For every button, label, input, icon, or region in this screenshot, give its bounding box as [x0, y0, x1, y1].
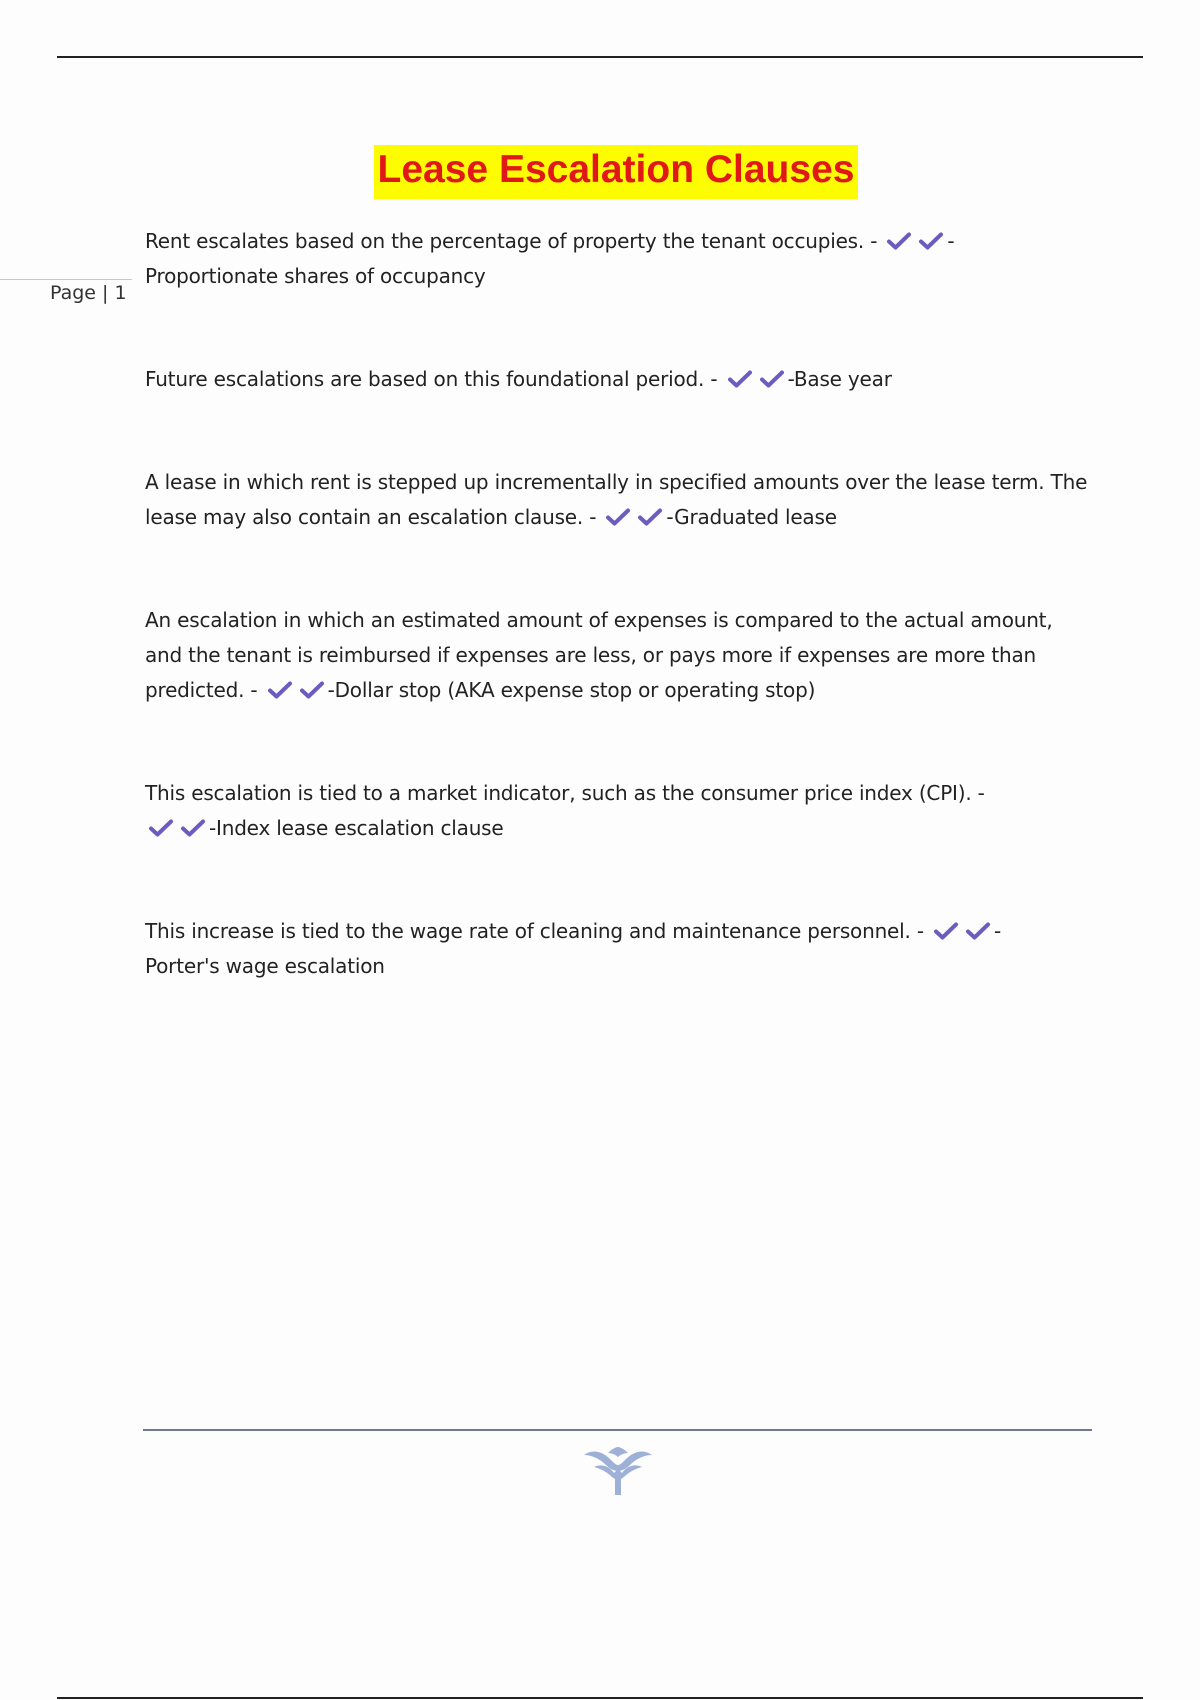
entry-answer: -Base year — [787, 367, 892, 391]
check-icon — [299, 681, 325, 699]
entry-answer: -Dollar stop (AKA expense stop or operating stop) — [327, 678, 816, 702]
entry-question: An escalation in which an estimated amount of expenses is compared to the actual amount, and the tenant is reimbursed if expenses are less, or pays more if expenses are more than predicted. - — [145, 608, 1053, 702]
check-icon — [918, 232, 944, 250]
check-icon — [267, 681, 293, 699]
flashcard-entry — [145, 603, 1095, 708]
entry-answer: -Index lease escalation clause — [209, 816, 504, 840]
flashcard-entry — [145, 224, 1095, 294]
check-icon — [886, 232, 912, 250]
entry-answer: - Porter's wage escalation — [145, 919, 1002, 978]
footer-page-rule — [57, 1697, 1143, 1699]
entry-answer: - Proportionate shares of occupancy — [145, 229, 955, 288]
leaf-logo-icon — [580, 1445, 656, 1497]
check-icon — [965, 922, 991, 940]
entry-question: A lease in which rent is stepped up incrementally in specified amounts over the lease term. The lease may also contain an escalation clause. - — [145, 470, 1088, 529]
page-number: Page | 1 — [50, 282, 127, 304]
document-body — [145, 224, 1095, 1052]
footer-rule — [143, 1429, 1092, 1431]
entry-question: This increase is tied to the wage rate of cleaning and maintenance personnel. - — [145, 919, 924, 943]
flashcard-entry — [145, 362, 1095, 397]
title-container — [0, 145, 1200, 199]
check-icon — [759, 370, 785, 388]
flashcard-entry — [145, 914, 1095, 984]
header-rule — [57, 56, 1143, 58]
check-icon — [637, 508, 663, 526]
check-icon — [148, 819, 174, 837]
check-icon — [727, 370, 753, 388]
entry-question: Rent escalates based on the percentage of property the tenant occupies. - — [145, 229, 878, 253]
check-icon — [933, 922, 959, 940]
document-title: Lease Escalation Clauses — [374, 145, 859, 199]
entry-question: This escalation is tied to a market indicator, such as the consumer price index (CPI). - — [145, 781, 985, 805]
entry-answer: -Graduated lease — [666, 505, 837, 529]
check-icon — [605, 508, 631, 526]
check-icon — [180, 819, 206, 837]
entry-question: Future escalations are based on this foundational period. - — [145, 367, 718, 391]
flashcard-entry — [145, 776, 1095, 846]
page-number-rule — [0, 279, 132, 280]
flashcard-entry — [145, 465, 1095, 535]
